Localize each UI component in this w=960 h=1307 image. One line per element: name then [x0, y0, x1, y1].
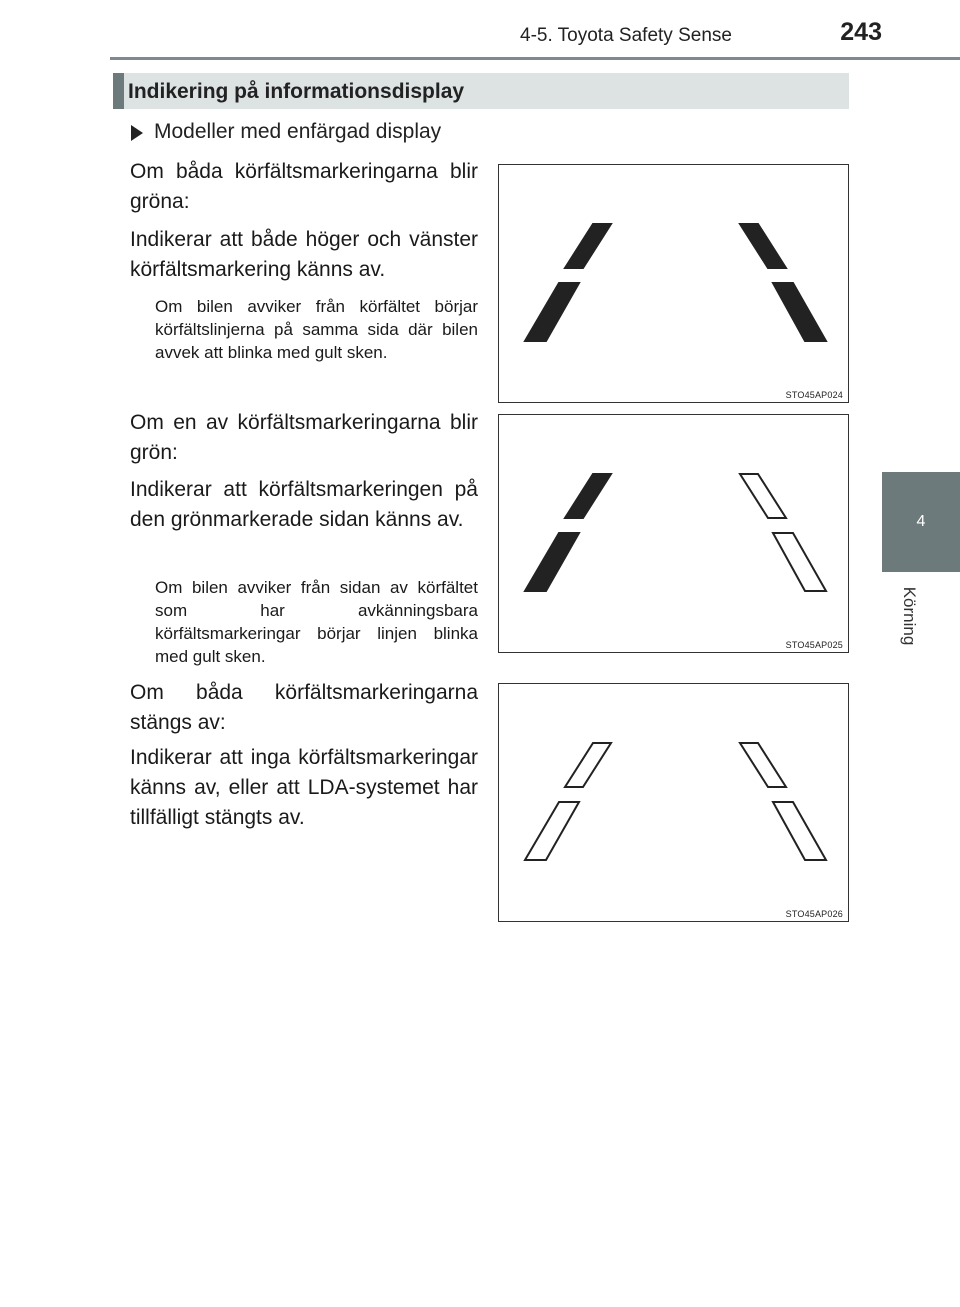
chapter-number: 4	[916, 513, 926, 530]
block-1-heading: Om båda körfältsmarkeringarna blir gröna:	[130, 160, 478, 213]
model-line: Modeller med enfärgad display	[154, 120, 442, 143]
right-lane-mark-lower	[773, 533, 826, 591]
left-lane-mark-upper	[565, 224, 611, 268]
triangle-bullet-icon	[131, 125, 143, 141]
right-lane-mark-lower	[773, 802, 826, 860]
right-lane-mark-lower	[773, 283, 826, 341]
lane-markings-graphic	[499, 415, 850, 654]
right-lane-mark-upper	[740, 224, 786, 268]
right-lane-mark-upper	[740, 743, 786, 787]
block-3-body: Indikerar att inga körfältsmarkeringar känns av, eller att LDA-systemet har tillfälligt stängts av.	[130, 746, 478, 829]
block-2-body: Indikerar att körfältsmarkeringen på den grönmarkerade sidan känns av.	[130, 478, 478, 531]
header-section-title: 4-5. Toyota Safety Sense	[520, 25, 732, 46]
block-1-body: Indikerar att både höger och vänster körfältsmarkering känns av.	[130, 228, 478, 281]
block-2-note: Om bilen avviker från sidan av körfältet som har avkänningsbara körfältsmarkeringar börjar linjen blinka med gult sken.	[155, 578, 478, 666]
block-1-note: Om bilen avviker från körfältet börjar körfältslinjerna på samma sida där bilen avvek att blinka med gult sken.	[155, 297, 478, 362]
figure-code: STO45AP024	[785, 390, 843, 400]
figure-both-lanes-detected	[498, 164, 849, 403]
lane-markings-graphic	[499, 684, 850, 923]
left-lane-mark-lower	[525, 283, 579, 341]
lane-markings-graphic	[499, 165, 850, 404]
figure-code: STO45AP026	[785, 909, 843, 919]
left-lane-mark-upper	[565, 743, 611, 787]
header-divider	[110, 57, 960, 60]
figure-code: STO45AP025	[785, 640, 843, 650]
block-3-heading: Om båda körfältsmarkeringarna stängs av:	[130, 681, 478, 734]
block-2-heading: Om en av körfältsmarkeringarna blir grön:	[130, 411, 478, 464]
left-lane-mark-lower	[525, 533, 579, 591]
section-title: Indikering på informationsdisplay	[128, 80, 465, 103]
left-lane-mark-upper	[565, 474, 611, 518]
page-number: 243	[840, 18, 882, 46]
right-lane-mark-upper	[740, 474, 786, 518]
figure-no-lanes-detected	[498, 683, 849, 922]
figure-one-lane-detected	[498, 414, 849, 653]
left-lane-mark-lower	[525, 802, 579, 860]
chapter-title: Körning	[900, 586, 919, 646]
